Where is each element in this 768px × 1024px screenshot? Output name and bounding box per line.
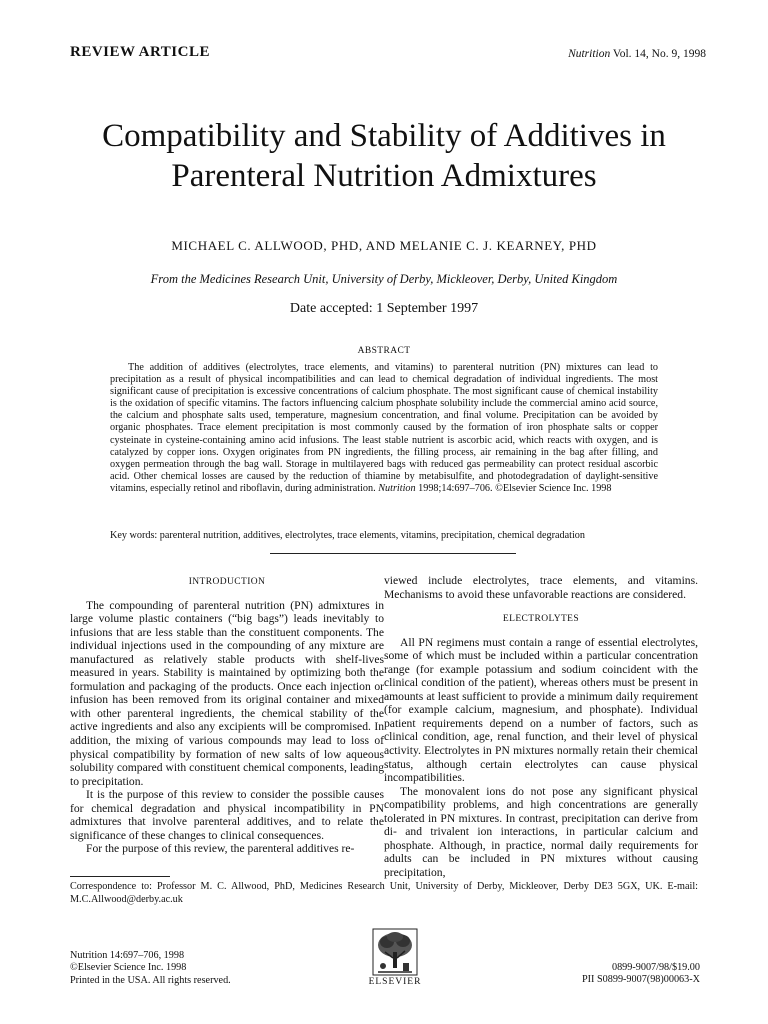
footnote-rule — [70, 876, 170, 877]
tree-logo-icon — [372, 928, 418, 976]
citation-footer — [70, 950, 231, 987]
pii-identifier: PII S0899-9007(98)00063-X — [582, 974, 700, 986]
introduction-heading: INTRODUCTION — [188, 577, 266, 587]
intro-paragraph-3: For the purpose of this review, the parenteral additives re- — [86, 842, 355, 856]
title-line-1: Compatibility and Stability of Additives in — [102, 118, 666, 154]
intro-paragraph-3-continued: viewed include electrolytes, trace elements, and vitamins. Mechanisms to avoid these unfavorable reactions are considered. — [384, 574, 698, 601]
journal-name: Nutrition — [568, 48, 611, 60]
abstract-citation: 1998;14:697–706. ©Elsevier Science Inc. 1998 — [415, 482, 612, 494]
intro-paragraph-1: The compounding of parenteral nutrition (PN) admixtures in large volume plastic containers (“big bags”) leads inevitably to infusions that are less stable than the constituent components. The individual injections used in the compounding of any mixture are manufactured as relatively stable products with shelf-lives measured in years. Stability is maintained by optimizing both the formulation and packaging of the products. Once each injection or infusion has been removed from its original container and mixed with other parenteral ingredients, the chemical stability of the active ingredients and also any excipients will be compromised. In addition, the mixing of various compounds may lead to loss of physical compatibility by formation of new salts of low aqueous solubility compared with constituent chemical components, leading to precipitation. — [70, 598, 384, 788]
publisher-logo — [364, 928, 426, 987]
article-title — [0, 116, 768, 196]
left-column — [70, 574, 384, 856]
publisher-name: ELSEVIER — [368, 977, 422, 987]
section-divider — [270, 553, 516, 554]
title-line-2: Parenteral Nutrition Admixtures — [171, 158, 597, 194]
abstract-text — [110, 362, 658, 495]
article-type-label: REVIEW ARTICLE — [70, 44, 210, 60]
issn-price: 0899-9007/98/$19.00 — [611, 962, 700, 973]
footer-citation: Nutrition 14:697–706, 1998 — [70, 950, 185, 961]
journal-volume — [568, 48, 706, 60]
abstract-body: The addition of additives (electrolytes, trace elements, and vitamins) to parenteral nutrition (PN) mixtures can lead to precipitation as a result of physical incompatibilities and can lead to chemical degradation of individual ingredients. The most significant cause of precipitation is excessive concentrations of calcium phosphate. The most significant cause of chemical instability is the oxidation of specific vitamins. The factors influencing calcium phosphate solubility include the commercial amino acid source, the calcium and phosphate salts used, temperature, magnesium concentration, and final volume. Precipitation can be avoided by organic phosphates. Trace element precipitation is most commonly caused by the formation of iron phosphate salts or copper cysteinate in cysteine-containing amino acid infusions. The least stable nutrient is ascorbic acid, which reacts with oxygen, and is catalyzed by copper ions. Oxygen originates from PN ingredients, the filling process, air remaining in the bag after filling, and oxygen permeation through the bag wall. Storage in multilayered bags with reduced gas permeability can protect residual ascorbic acid. Other chemical losses are caused by the reduction of thiamine by metabisulfite, and photodegradation of daylight-sensitive vitamins, especially retinol and riboflavin, during administration. — [110, 362, 658, 494]
electrolytes-paragraph-2: The monovalent ions do not pose any significant physical compatibility problems, and high concentrations are generally tolerated in PN mixtures. In contrast, precipitation can derive from di- and trivalent ion interactions, in particular calcium and phosphate. Although, in practice, normal daily requirements for adults can be included in PN mixtures without causing precipitation, — [384, 784, 698, 879]
footer-copyright: ©Elsevier Science Inc. 1998 — [70, 962, 187, 974]
date-accepted: Date accepted: 1 September 1997 — [289, 301, 479, 316]
right-column — [384, 574, 698, 879]
intro-paragraph-2: It is the purpose of this review to consider the possible causes for chemical degradation and physical incompatibility in PN admixtures that involve parenteral additives, and to relate the significance of these changes to clinical consequences. — [70, 788, 384, 842]
correspondence-footnote: Correspondence to: Professor M. C. Allwood, PhD, Medicines Research Unit, University of Derby, Mickleover, Derby DE3 5GX, UK. E-mail: M.C.Allwood@derby.ac.uk — [70, 881, 698, 905]
electrolytes-heading: ELECTROLYTES — [502, 614, 580, 625]
identifier-footer — [582, 962, 700, 987]
volume-info: Vol. 14, No. 9, 1998 — [610, 48, 706, 60]
electrolytes-paragraph-1: All PN regimens must contain a range of essential electrolytes, some of which must be included within a particular concentration range (for example potassium and sodium coincident with the clinical condition of the patient), whereas others must be present in amounts at least sufficient to provide a minimum daily requirement (for example calcium, magnesium, and phosphate). Individual patient requirements depend on a number of factors, such as clinical condition, age, renal function, and their level of physical activity. Electrolytes in PN mixtures normally retain their chemical status, although certain electrolytes can cause physical incompatibilities. — [384, 635, 698, 785]
footer-rights: Printed in the USA. All rights reserved. — [70, 974, 231, 986]
abstract-citation-journal: Nutrition — [378, 482, 416, 494]
keywords: Key words: parenteral nutrition, additives, electrolytes, trace elements, vitamins, precipitation, chemical degradation — [110, 530, 585, 541]
abstract-heading: ABSTRACT — [357, 346, 411, 356]
authors: MICHAEL C. ALLWOOD, PHD, AND MELANIE C. J. KEARNEY, PHD — [171, 238, 597, 253]
affiliation: From the Medicines Research Unit, University of Derby, Mickleover, Derby, United Kingdom — [150, 272, 618, 286]
